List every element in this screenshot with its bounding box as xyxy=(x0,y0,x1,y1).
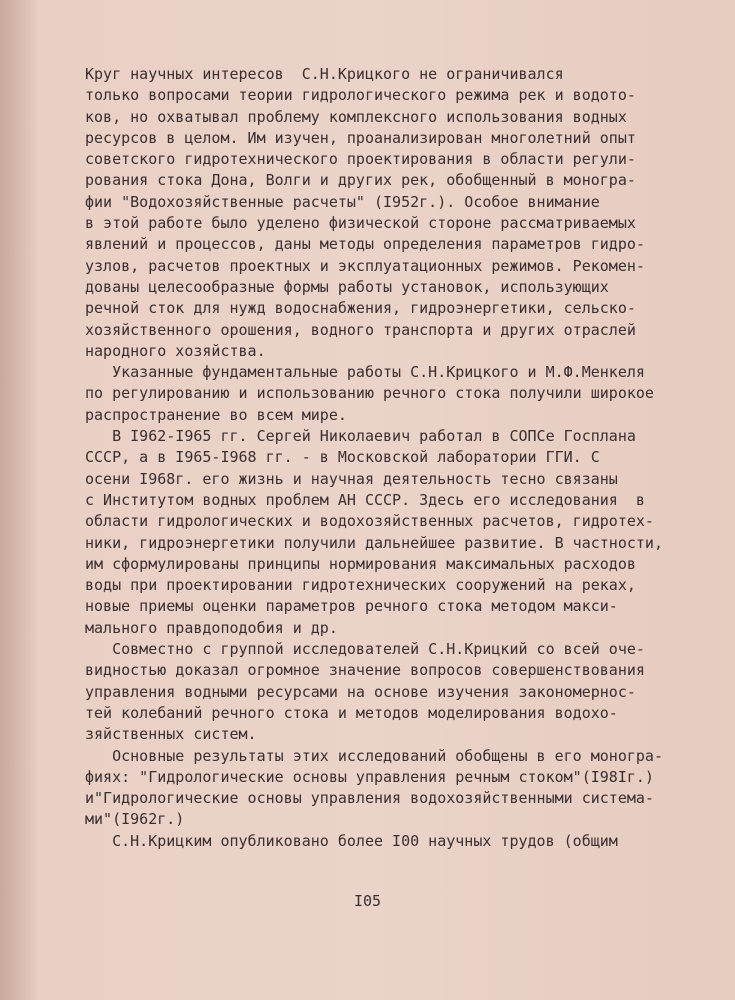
text-line: узлов, расчетов проектных и эксплуатационных режимов. Рекомен- xyxy=(85,256,645,275)
text-line: по регулированию и использованию речного стока получили широкое xyxy=(85,384,654,403)
text-line: видностью доказал огромное значение вопросов совершенствования xyxy=(85,661,645,680)
text-line: осени I968г. его жизнь и научная деятельность тесно связаны xyxy=(85,469,618,488)
text-line: рования стока Дона, Волги и других рек, обобщенный в моногра- xyxy=(85,171,636,190)
text-line: только вопросами теории гидрологического режима рек и водото- xyxy=(85,86,636,105)
text-line: управления водными ресурсами на основе изучения закономернос- xyxy=(85,682,636,701)
text-line: зяйственных систем. xyxy=(85,725,257,744)
text-line: ми"(I962г.) xyxy=(85,810,185,829)
text-line: Основные результаты этих исследований обобщены в его моногра- xyxy=(85,746,663,765)
text-line: С.Н.Крицким опубликовано более I00 научных трудов (общим xyxy=(85,831,618,850)
text-line: ков, но охватывал проблему комплексного использования водных xyxy=(85,107,627,126)
text-line: В I962-I965 гг. Сергей Николаевич работал в СОПСе Госплана xyxy=(85,427,636,446)
text-line: и"Гидрологические основы управления водохозяйственными система- xyxy=(85,789,654,808)
text-line: ресурсов в целом. Им изучен, проанализирован многолетний опыт xyxy=(85,128,636,147)
text-line: Совместно с группой исследователей С.Н.Крицкий со всей оче- xyxy=(85,640,645,659)
body-text xyxy=(85,64,685,852)
text-line: распространение во всем мире. xyxy=(85,405,347,424)
text-line: мального правдоподобия и др. xyxy=(85,618,338,637)
text-line: ники, гидроэнергетики получили дальнейшее развитие. В частности, xyxy=(85,533,663,552)
text-line: речной сток для нужд водоснабжения, гидроэнергетики, сельско- xyxy=(85,299,636,318)
text-line: им сформулированы принципы нормирования максимальных расходов xyxy=(85,554,636,573)
text-line: новые приемы оценки параметров речного стока методом макси- xyxy=(85,597,618,616)
text-line: явлений и процессов, даны методы определения параметров гидро- xyxy=(85,235,645,254)
text-line: дованы целесообразные формы работы установок, использующих xyxy=(85,277,609,296)
text-line: области гидрологических и водохозяйственных расчетов, гидротех- xyxy=(85,512,654,531)
text-line: хозяйственного орошения, водного транспорта и других отраслей xyxy=(85,320,636,339)
text-line: тей колебаний речного стока и методов моделирования водохо- xyxy=(85,703,618,722)
text-line: народного хозяйства. xyxy=(85,341,266,360)
text-line: воды при проектировании гидротехнических сооружений на реках, xyxy=(85,576,636,595)
text-line: советского гидротехнического проектирования в области регули- xyxy=(85,150,636,169)
text-line: с Институтом водных проблем АН СССР. Здесь его исследования в xyxy=(85,490,645,509)
text-line: в этой работе было уделено физической стороне рассматриваемых xyxy=(85,214,636,233)
text-line: СССР, а в I965-I968 гг. - в Московской лаборатории ГГИ. С xyxy=(85,448,600,467)
text-line: Круг научных интересов С.Н.Крицкого не ограничивался xyxy=(85,65,564,83)
text-line: Указанные фундаментальные работы С.Н.Крицкого и М.Ф.Менкеля xyxy=(85,363,645,382)
text-line: фиях: "Гидрологические основы управления речным стоком"(I98Iг.) xyxy=(85,767,654,786)
text-line: фии "Водохозяйственные расчеты" (I952г.). Особое внимание xyxy=(85,192,600,211)
page-number: I05 xyxy=(353,892,382,910)
